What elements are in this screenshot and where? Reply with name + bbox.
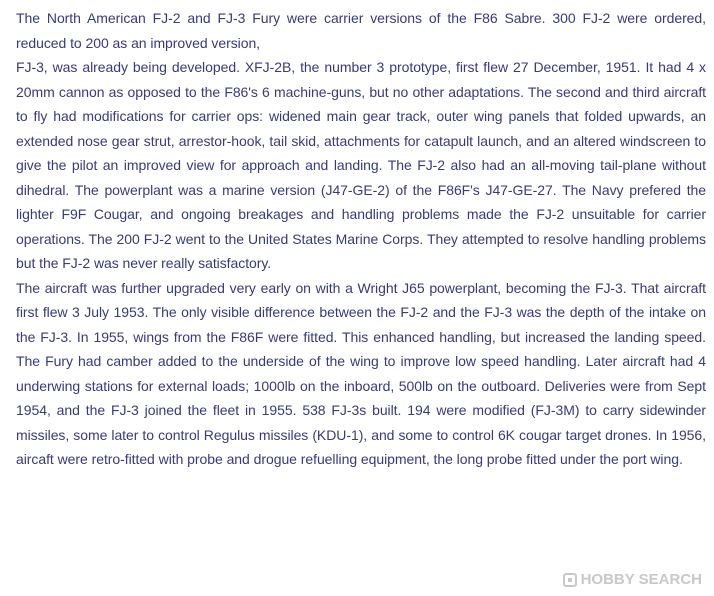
- document-body: [16, 6, 706, 472]
- paragraph-2: FJ-3, was already being developed. XFJ-2B, the number 3 prototype, first flew 27 December, 1951. It had 4 x 20mm cannon as opposed to the F86's 6 machine-guns, but no other adaptations. The second and third aircraft to fly had modifications for carrier ops: widened main gear track, outer wing panels that folded upwards, an extended nose gear strut, arrestor-hook, tail skid, attachments for catapult launch, and an altered windscreen to give the pilot an improved view for approach and landing. The FJ-2 also had an all-moving tail-plane without dihedral. The powerplant was a marine version (J47-GE-2) of the F86F's J47-GE-27. The Navy prefered the lighter F9F Cougar, and ongoing breakages and handling problems made the FJ-2 unsuitable for carrier operations. The 200 FJ-2 went to the United States Marine Corps. They attempted to resolve handling problems but the FJ-2 was never really satisfactory.: [16, 59, 706, 271]
- paragraph-1: The North American FJ-2 and FJ-3 Fury were carrier versions of the F86 Sabre. 300 FJ-2 were ordered, reduced to 200 as an improved version,: [16, 10, 706, 51]
- hobby-search-logo-icon: [563, 573, 577, 587]
- paragraph-3: The aircraft was further upgraded very early on with a Wright J65 powerplant, becoming the FJ-3. That aircraft first flew 3 July 1953. The only visible difference between the FJ-2 and the FJ-3 was the depth of the intake on the FJ-3. In 1955, wings from the F86F were fitted. This enhanced handling, but increased the landing speed. The Fury had camber added to the underside of the wing to improve low speed handling. Later aircraft had 4 underwing stations for external loads; 1000lb on the inboard, 500lb on the outboard. Deliveries were from Sept 1954, and the FJ-3 joined the fleet in 1955. 538 FJ-3s built. 194 were modified (FJ-3M) to carry sidewinder missiles, some later to control Regulus missiles (KDU-1), and some to control 6K cougar target drones. In 1956, aircaft were retro-fitted with probe and drogue refuelling equipment, the long probe fitted under the port wing.: [16, 279, 706, 467]
- watermark-text: HOBBY SEARCH: [580, 571, 702, 588]
- watermark: [563, 571, 702, 588]
